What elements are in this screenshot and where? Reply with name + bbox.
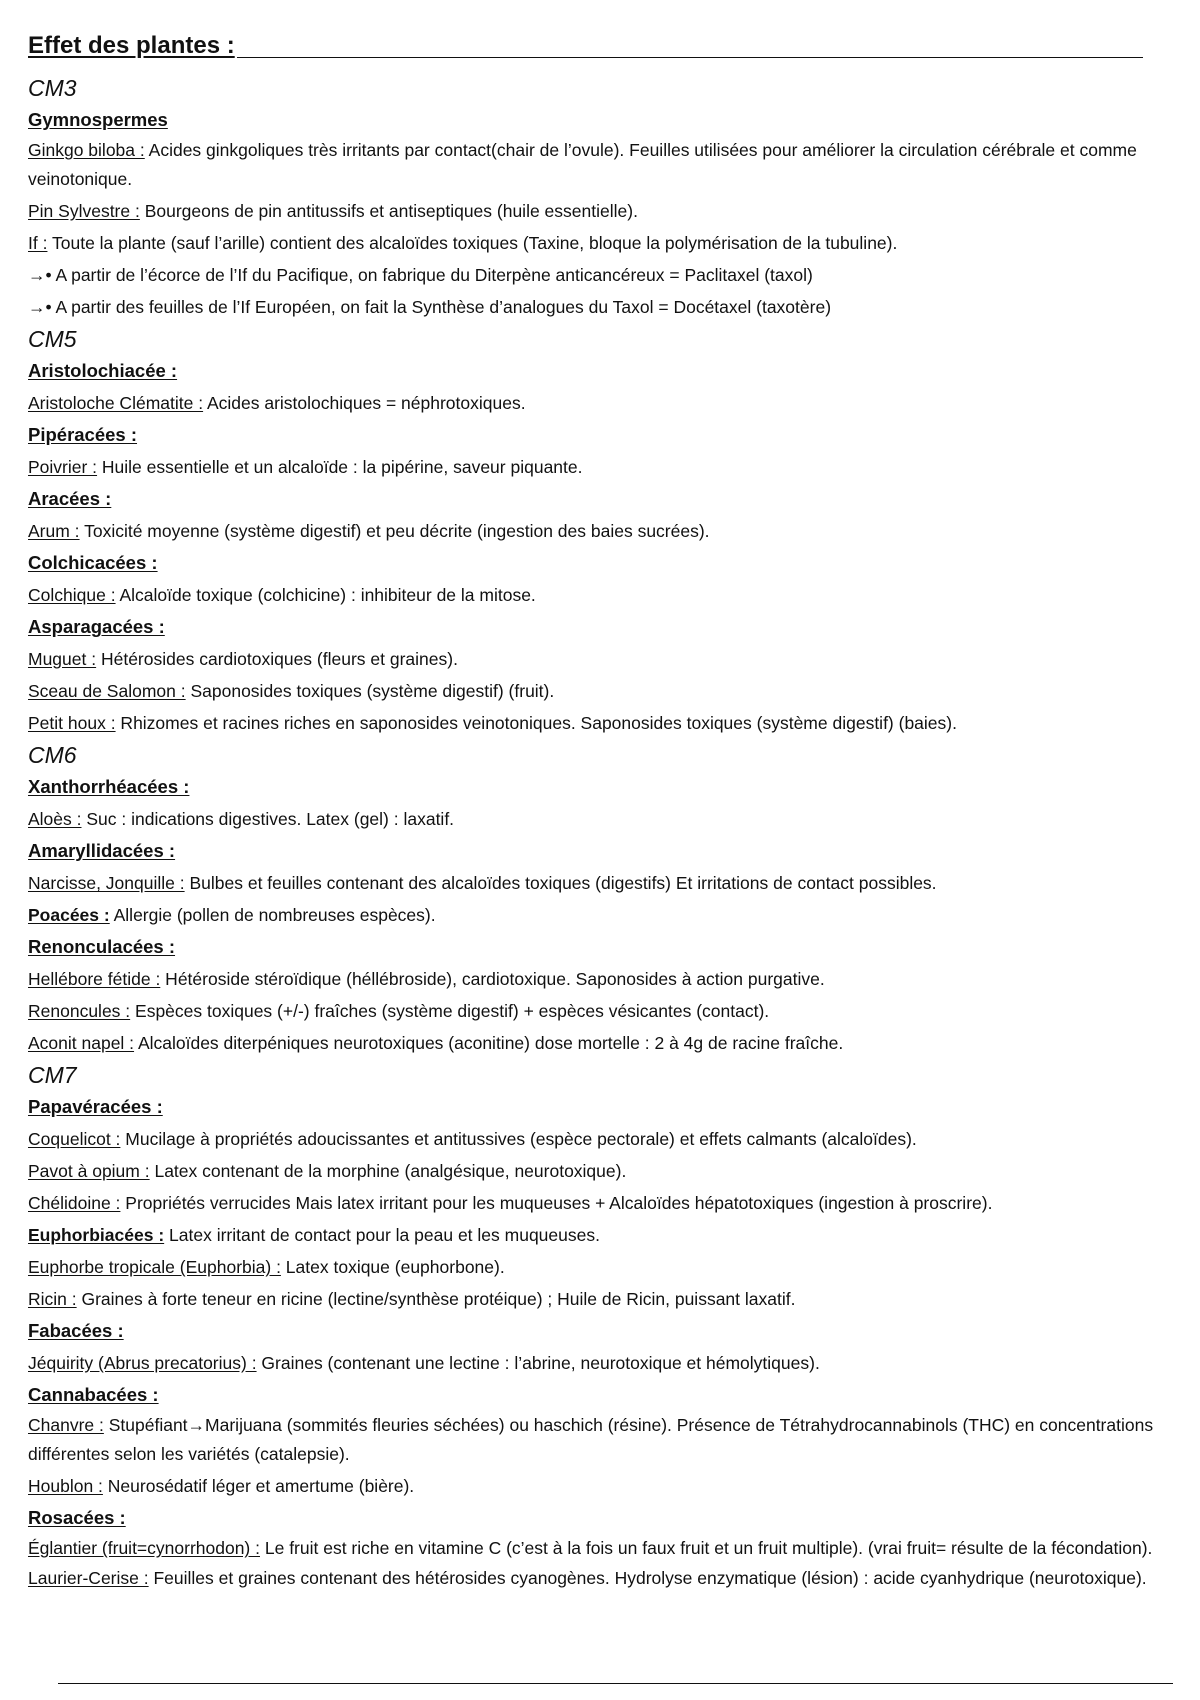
plant-name: Narcisse, Jonquille : <box>28 873 185 893</box>
plant-entry <box>28 387 1178 419</box>
plant-description: Suc : indications digestives. Latex (gel) : laxatif. <box>81 809 455 829</box>
page-title: Effet des plantes : <box>28 32 235 59</box>
plant-name: Sceau de Salomon : <box>28 681 186 701</box>
family-heading: Asparagacées : <box>28 616 165 637</box>
plant-description: Alcaloïdes diterpéniques neurotoxiques (aconitine) dose mortelle : 2 à 4g de racine fraîche. <box>134 1033 844 1053</box>
plant-name: Pin Sylvestre : <box>28 201 140 221</box>
plant-name: Euphorbiacées : <box>28 1225 165 1245</box>
plant-entry <box>28 1219 1178 1251</box>
plant-entry <box>28 643 1178 675</box>
plant-entry <box>28 1187 1178 1219</box>
plant-name: Hellébore fétide : <box>28 969 161 989</box>
plant-description: Acides aristolochiques = néphrotoxiques. <box>203 393 526 413</box>
family-heading: Amaryllidacées : <box>28 840 176 861</box>
section-heading: CM5 <box>28 326 77 352</box>
plant-name: Ginkgo biloba : <box>28 140 145 160</box>
plant-entry <box>28 963 1178 995</box>
family-heading: Cannabacées : <box>28 1384 159 1405</box>
plant-entry <box>28 1470 1178 1502</box>
plant-description: Hétérosides cardiotoxiques (fleurs et graines). <box>96 649 458 669</box>
plant-name: Coquelicot : <box>28 1129 121 1149</box>
plant-entry <box>28 1347 1178 1379</box>
plant-name: Pavot à opium : <box>28 1161 150 1181</box>
plant-entry <box>28 675 1178 707</box>
plant-name: Chanvre : <box>28 1415 104 1435</box>
plant-description: Alcaloïde toxique (colchicine) : inhibiteur de la mitose. <box>115 585 536 605</box>
plant-description: Bourgeons de pin antitussifs et antiseptiques (huile essentielle). <box>139 201 638 221</box>
plant-entry <box>28 1027 1178 1059</box>
plant-description: Latex irritant de contact pour la peau et les muqueuses. <box>164 1225 600 1245</box>
plant-entry <box>28 1411 1178 1470</box>
plant-name: Ricin : <box>28 1289 77 1309</box>
plant-name: Colchique : <box>28 585 116 605</box>
plant-entry <box>28 515 1178 547</box>
plant-name: Jéquirity (Abrus precatorius) : <box>28 1353 257 1373</box>
family-heading: Papavéracées : <box>28 1096 163 1117</box>
plant-name: Poacées : <box>28 905 110 925</box>
plant-description: Propriétés verrucides Mais latex irritant pour les muqueuses + Alcaloïdes hépatotoxiques (ingestion à proscrire). <box>120 1193 993 1213</box>
plant-entry <box>28 995 1178 1027</box>
plant-name: Petit houx : <box>28 713 116 733</box>
section-heading: CM7 <box>28 1062 77 1088</box>
plant-entry <box>28 1534 1178 1564</box>
bullet-line: →• A partir de l’écorce de l’If du Pacifique, on fabrique du Diterpène anticancéreux = Paclitaxel (taxol) <box>28 265 813 285</box>
plant-entry <box>28 1155 1178 1187</box>
plant-name: Chélidoine : <box>28 1193 121 1213</box>
plant-description: Graines (contenant une lectine : l’abrine, neurotoxique et hémolytiques). <box>256 1353 820 1373</box>
plant-name: Poivrier : <box>28 457 98 477</box>
plant-description: Saponosides toxiques (système digestif) (fruit). <box>185 681 555 701</box>
section-heading: CM6 <box>28 742 77 768</box>
plant-entry <box>28 227 1178 259</box>
plant-entry <box>28 451 1178 483</box>
plant-name: Aconit napel : <box>28 1033 135 1053</box>
plant-name: Arum : <box>28 521 80 541</box>
plant-description: Toxicité moyenne (système digestif) et peu décrite (ingestion des baies sucrées). <box>79 521 710 541</box>
bottom-rule <box>58 1683 1173 1684</box>
plant-entry <box>28 899 1178 931</box>
section-heading: CM3 <box>28 75 77 101</box>
plant-description: Le fruit est riche en vitamine C (c’est à la fois un faux fruit et un fruit multiple). (vrai fruit= résulte de la fécondation). <box>260 1538 1153 1558</box>
plant-name: Renoncules : <box>28 1001 131 1021</box>
family-heading: Rosacées : <box>28 1507 126 1528</box>
plant-name: Houblon : <box>28 1476 103 1496</box>
family-heading: Pipéracées : <box>28 424 138 445</box>
plant-entry <box>28 707 1178 739</box>
plant-entry <box>28 1564 1178 1594</box>
plant-name: Églantier (fruit=cynorrhodon) : <box>28 1538 260 1558</box>
family-heading: Colchicacées : <box>28 552 158 573</box>
plant-entry <box>28 136 1178 195</box>
plant-description: Stupéfiant→Marijuana (sommités fleuries séchées) ou haschich (résine). Présence de Tétrahydrocannabinols (THC) en concentrations différentes selon les variétés (catalepsie). <box>28 1415 1154 1464</box>
plant-description: Feuilles et graines contenant des hétérosides cyanogènes. Hydrolyse enzymatique (lésion) : acide cyanhydrique (neurotoxique). <box>148 1568 1147 1588</box>
plant-description: Huile essentielle et un alcaloïde : la pipérine, saveur piquante. <box>97 457 583 477</box>
plant-entry <box>28 1283 1178 1315</box>
title-row <box>28 30 1143 62</box>
plant-name: If : <box>28 233 48 253</box>
plant-description: Espèces toxiques (+/-) fraîches (système digestif) + espèces vésicantes (contact). <box>130 1001 770 1021</box>
plant-description: Hétéroside stéroïdique (héllébroside), cardiotoxique. Saponosides à action purgative. <box>160 969 825 989</box>
plant-description: Bulbes et feuilles contenant des alcaloïdes toxiques (digestifs) Et irritations de contact possibles. <box>184 873 937 893</box>
plant-description: Rhizomes et racines riches en saponosides veinotoniques. Saponosides toxiques (système digestif) (baies). <box>115 713 957 733</box>
plant-description: Latex contenant de la morphine (analgésique, neurotoxique). <box>149 1161 627 1181</box>
plant-entry <box>28 1123 1178 1155</box>
plant-description: Allergie (pollen de nombreuses espèces). <box>109 905 436 925</box>
plant-entry <box>28 867 1178 899</box>
family-heading: Aristolochiacée : <box>28 360 178 381</box>
plant-name: Euphorbe tropicale (Euphorbia) : <box>28 1257 281 1277</box>
family-heading: Gymnospermes <box>28 109 168 130</box>
plant-description: Neurosédatif léger et amertume (bière). <box>102 1476 415 1496</box>
document-content <box>28 72 1178 1594</box>
plant-name: Aristoloche Clématite : <box>28 393 204 413</box>
plant-entry <box>28 195 1178 227</box>
plant-description: Latex toxique (euphorbone). <box>280 1257 505 1277</box>
plant-description: Mucilage à propriétés adoucissantes et antitussives (espèce pectorale) et effets calmants (alcaloïdes). <box>120 1129 917 1149</box>
family-heading: Aracées : <box>28 488 112 509</box>
plant-description: Acides ginkgoliques très irritants par contact(chair de l’ovule). Feuilles utilisées pour améliorer la circulation cérébrale et comme veinotonique. <box>28 140 1137 189</box>
family-heading: Xanthorrhéacées : <box>28 776 190 797</box>
plant-name: Laurier-Cerise : <box>28 1568 149 1588</box>
plant-entry <box>28 803 1178 835</box>
plant-description: Toute la plante (sauf l’arille) contient des alcaloïdes toxiques (Taxine, bloque la polymérisation de la tubuline). <box>47 233 898 253</box>
bullet-line: →• A partir des feuilles de l’If Européen, on fait la Synthèse d’analogues du Taxol = Docétaxel (taxotère) <box>28 297 832 317</box>
family-heading: Renonculacées : <box>28 936 176 957</box>
plant-entry <box>28 579 1178 611</box>
plant-entry <box>28 1251 1178 1283</box>
plant-name: Muguet : <box>28 649 97 669</box>
plant-description: Graines à forte teneur en ricine (lectine/synthèse protéique) ; Huile de Ricin, puissant laxatif. <box>76 1289 796 1309</box>
family-heading: Fabacées : <box>28 1320 124 1341</box>
plant-name: Aloès : <box>28 809 82 829</box>
